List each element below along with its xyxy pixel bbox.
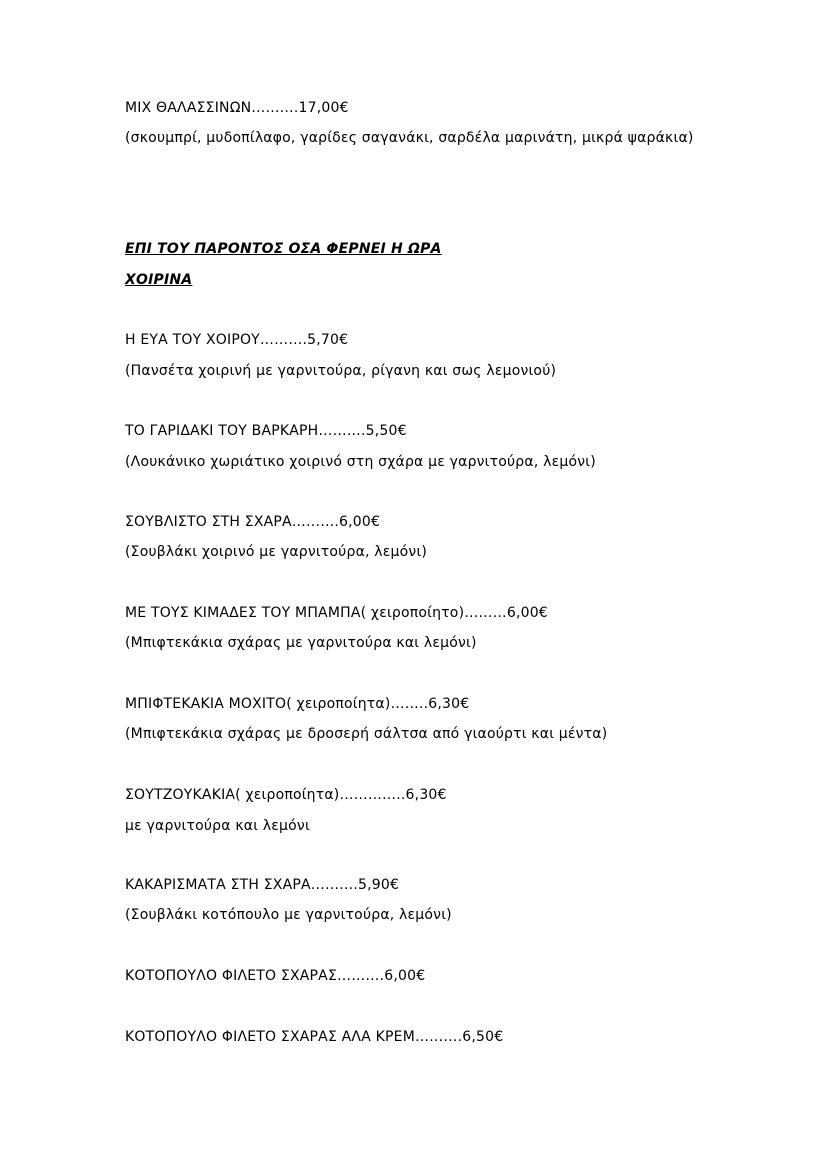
menu-item-description: (Λουκάνικο χωριάτικο χοιρινό στη σχάρα με γαρνιτούρα, λεμόνι) <box>125 454 596 470</box>
menu-item-description: (Πανσέτα χοιρινή με γαρνιτούρα, ρίγανη και σως λεμονιού) <box>125 363 557 379</box>
menu-item-description: (Σουβλάκι κοτόπουλο με γαρνιτούρα, λεμόνι) <box>125 907 452 923</box>
menu-item-title: ΚΟΤΟΠΟΥΛΟ ΦΙΛΕΤΟ ΣΧΑΡΑΣ……….6,00€ <box>125 968 426 984</box>
menu-item-description: (Μπιφτεκάκια σχάρας με δροσερή σάλτσα από γιαούρτι και μέντα) <box>125 726 608 742</box>
pork-section-heading: ΧΟΙΡΙΝΑ <box>125 272 193 288</box>
current-offer-heading: ΕΠΙ ΤΟΥ ΠΑΡΟΝΤΟΣ ΟΣΑ ΦΕΡΝΕΙ Η ΩΡΑ <box>125 241 442 257</box>
menu-item-title: ΜΠΙΦΤΕΚΑΚΙΑ ΜΟΧΙΤΟ( χειροποίητα)……..6,30€ <box>125 696 470 712</box>
seafood-mix-description: (σκουμπρί, μυδοπίλαφο, γαρίδες σαγανάκι, σαρδέλα μαρινάτη, μικρά ψαράκια) <box>125 130 694 146</box>
menu-item-description: (Μπιφτεκάκια σχάρας με γαρνιτούρα και λεμόνι) <box>125 635 477 651</box>
menu-item-title: ΚΟΤΟΠΟΥΛΟ ΦΙΛΕΤΟ ΣΧΑΡΑΣ ΑΛΑ ΚΡΕΜ……….6,50€ <box>125 1029 504 1045</box>
menu-item-description: (Σουβλάκι χοιρινό με γαρνιτούρα, λεμόνι) <box>125 544 428 560</box>
menu-item-title: ΚΑΚΑΡΙΣΜΑΤΑ ΣΤΗ ΣΧΑΡΑ……….5,90€ <box>125 877 400 893</box>
menu-item-title: ΤΟ ΓΑΡΙΔΑΚΙ ΤΟΥ ΒΑΡΚΑΡΗ……….5,50€ <box>125 423 407 439</box>
menu-item-description: με γαρνιτούρα και λεμόνι <box>125 818 310 834</box>
menu-item-title: ΣΟΥΒΛΙΣΤΟ ΣΤΗ ΣΧΑΡΑ……….6,00€ <box>125 514 381 530</box>
menu-item-title: Η ΕΥΑ ΤΟΥ ΧΟΙΡΟΥ……….5,70€ <box>125 332 349 348</box>
menu-item-title: ΣΟΥΤΖΟΥΚΑΚΙΑ( χειροποίητα)…………..6,30€ <box>125 787 447 803</box>
seafood-mix-title: ΜΙΧ ΘΑΛΑΣΣΙΝΩΝ……….17,00€ <box>125 100 349 116</box>
menu-item-title: ΜΕ ΤΟΥΣ ΚΙΜΑΔΕΣ ΤΟΥ ΜΠΑΜΠΑ( χειροποίητο)………6,00€ <box>125 605 548 621</box>
